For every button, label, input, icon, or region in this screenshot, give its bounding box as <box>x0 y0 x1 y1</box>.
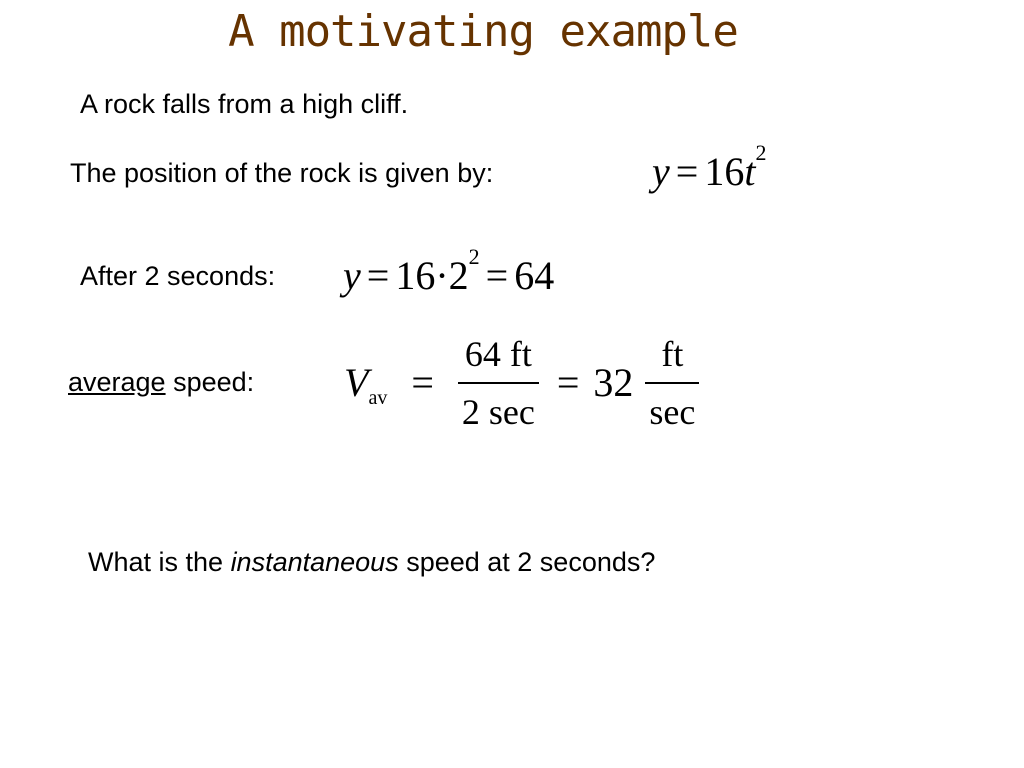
avg-equals-2: = <box>556 360 580 405</box>
after-equals: = <box>366 253 390 298</box>
avg-bar-2 <box>645 382 699 384</box>
slide-title: A motivating example <box>228 6 738 57</box>
after-result: 64 <box>514 253 555 298</box>
avg-fraction-1 <box>458 332 539 434</box>
avg-subscript: av <box>368 387 388 409</box>
after-dot: · <box>435 253 449 298</box>
avg-den-2: sec <box>649 392 696 432</box>
avg-num-1: 64 ft <box>464 334 532 374</box>
after-y: y <box>343 253 361 298</box>
after-equals-2: = <box>485 253 509 298</box>
average-word: average <box>68 367 166 397</box>
question-italic: instantaneous <box>230 547 399 577</box>
eq-y: y <box>652 149 670 194</box>
avg-num-2: ft <box>661 334 684 374</box>
rock-falls-text: A rock falls from a high cliff. <box>80 89 409 119</box>
position-text: The position of the rock is given by: <box>70 158 494 188</box>
eq-t: t <box>744 149 756 194</box>
eq-exponent: 2 <box>755 140 767 165</box>
after-equation <box>343 244 555 298</box>
average-equation <box>344 332 699 434</box>
question-post: speed at 2 seconds? <box>398 547 656 577</box>
speed-word: speed: <box>165 367 255 397</box>
position-equation <box>652 140 767 194</box>
after-coef: 16 <box>395 253 436 298</box>
after-base: 2 <box>448 253 469 298</box>
avg-value: 32 <box>593 360 634 405</box>
question-text <box>88 546 655 578</box>
eq-equals: = <box>675 149 699 194</box>
question-pre: What is the <box>88 547 231 577</box>
average-speed-label <box>68 366 254 398</box>
eq-coef: 16 <box>704 149 745 194</box>
avg-fraction-2 <box>645 332 699 434</box>
avg-v: V <box>344 360 369 405</box>
avg-bar-1 <box>458 382 539 384</box>
avg-den-1: 2 sec <box>461 392 535 432</box>
after-seconds-text: After 2 seconds: <box>80 261 276 291</box>
avg-equals: = <box>411 360 434 405</box>
after-exponent: 2 <box>468 244 480 269</box>
